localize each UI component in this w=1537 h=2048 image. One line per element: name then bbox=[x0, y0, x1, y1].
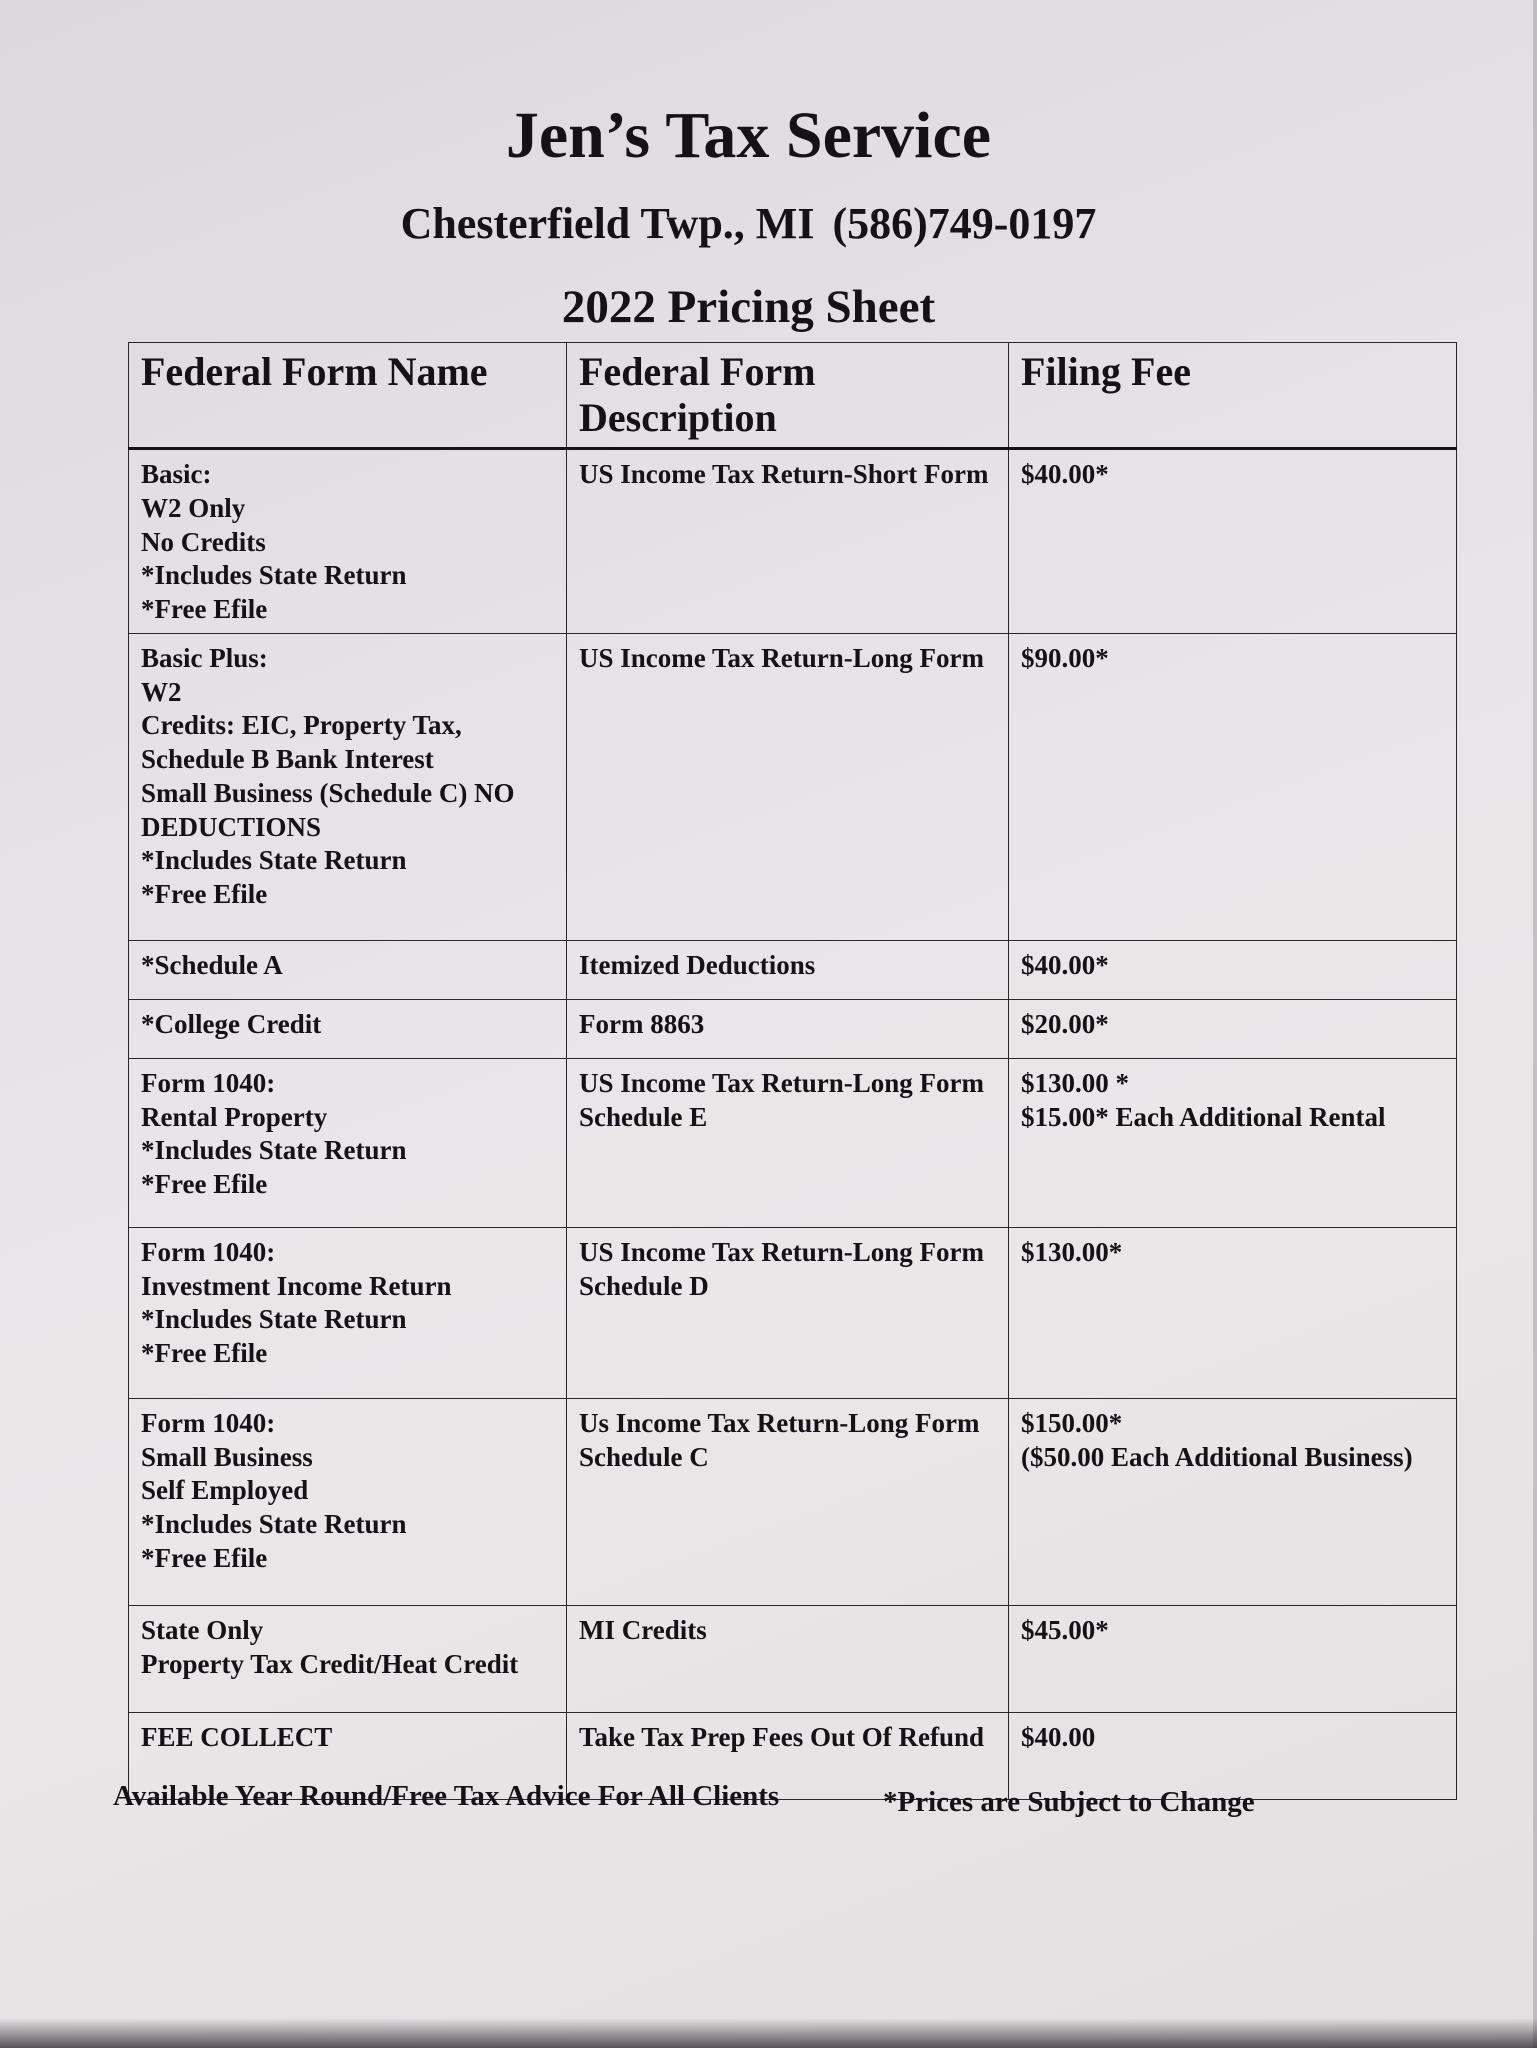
form-description-cell bbox=[567, 633, 1009, 940]
cell-line: Take Tax Prep Fees Out Of Refund bbox=[579, 1721, 985, 1752]
cell-line: Schedule E bbox=[579, 1101, 708, 1132]
form-description-cell bbox=[567, 1227, 1009, 1398]
business-name: Jen’s Tax Service bbox=[505, 99, 992, 172]
cell-line: W2 Only bbox=[141, 492, 246, 523]
cell-line: $150.00* bbox=[1021, 1407, 1123, 1438]
filing-fee-cell bbox=[1009, 1227, 1457, 1398]
cell-line: ($50.00 Each Additional Business) bbox=[1021, 1441, 1413, 1472]
form-name-cell bbox=[129, 1227, 567, 1398]
filing-fee-cell bbox=[1009, 1398, 1457, 1605]
form-description-cell bbox=[567, 449, 1009, 634]
cell-line: Small Business (Schedule C) NO DEDUCTIONS bbox=[141, 777, 515, 842]
table-row bbox=[129, 633, 1457, 940]
cell-line: Investment Income Return bbox=[141, 1270, 452, 1301]
cell-line: FEE COLLECT bbox=[141, 1721, 333, 1752]
cell-line: Us Income Tax Return-Long Form bbox=[579, 1407, 980, 1438]
form-name-cell bbox=[129, 1058, 567, 1227]
cell-line: *Includes State Return bbox=[141, 1304, 407, 1335]
cell-line: $45.00* bbox=[1021, 1614, 1109, 1645]
cell-line: Basic: bbox=[141, 459, 212, 489]
price-disclaimer: *Prices are Subject to Change bbox=[883, 1786, 1255, 1818]
form-description-cell bbox=[567, 940, 1009, 999]
cell-line: Credits: EIC, Property Tax, Schedule B Bank Interest bbox=[141, 710, 462, 774]
filing-fee-cell bbox=[1009, 1058, 1457, 1227]
business-location: Chesterfield Twp., MI bbox=[400, 199, 815, 248]
cell-line: Self Employed bbox=[141, 1475, 309, 1506]
form-description-cell bbox=[567, 1605, 1009, 1712]
table-row bbox=[129, 1058, 1457, 1227]
cell-line: Basic Plus: bbox=[141, 642, 268, 673]
cell-line: Form 1040: bbox=[141, 1236, 276, 1267]
cell-line: State Only bbox=[141, 1614, 264, 1645]
contact-line bbox=[0, 200, 1497, 248]
cell-line: Rental Property bbox=[141, 1101, 328, 1132]
filing-fee-cell bbox=[1009, 999, 1457, 1058]
bottom-shadow bbox=[0, 2018, 1537, 2048]
cell-line: $90.00* bbox=[1021, 642, 1109, 673]
cell-line: Schedule C bbox=[579, 1441, 709, 1472]
table-row bbox=[129, 449, 1457, 634]
form-description-cell bbox=[567, 1398, 1009, 1605]
cell-line: *Includes State Return bbox=[141, 1509, 407, 1539]
page-edge bbox=[1533, 0, 1537, 2048]
cell-line: Form 8863 bbox=[579, 1008, 705, 1039]
cell-line: *Includes State Return bbox=[141, 1135, 407, 1166]
cell-line: *Free Efile bbox=[141, 879, 268, 909]
table-row bbox=[129, 1605, 1457, 1712]
table-row bbox=[129, 1398, 1457, 1605]
sheet-title: 2022 Pricing Sheet bbox=[561, 281, 936, 333]
cell-line: *College Credit bbox=[141, 1008, 322, 1039]
form-name-cell bbox=[129, 999, 567, 1058]
cell-line: Form 1040: bbox=[141, 1407, 276, 1438]
cell-line: US Income Tax Return-Short Form bbox=[579, 459, 989, 489]
form-name-cell bbox=[129, 449, 567, 634]
cell-line: $40.00* bbox=[1021, 949, 1109, 980]
filing-fee-cell bbox=[1009, 449, 1457, 634]
cell-line: Small Business bbox=[141, 1441, 313, 1472]
cell-line: *Free Efile bbox=[141, 1542, 268, 1573]
cell-line: W2 bbox=[141, 676, 182, 707]
form-name-cell bbox=[129, 1398, 567, 1605]
form-name-cell bbox=[129, 940, 567, 999]
cell-line: US Income Tax Return-Long Form bbox=[579, 1236, 985, 1267]
cell-line: $20.00* bbox=[1021, 1008, 1109, 1039]
cell-line: *Includes State Return bbox=[141, 560, 407, 591]
business-phone: (586)749-0197 bbox=[832, 199, 1097, 248]
form-name-cell bbox=[129, 1605, 567, 1712]
cell-line: *Free Efile bbox=[141, 594, 268, 624]
table-row bbox=[129, 1227, 1457, 1398]
availability-note: Available Year Round/Free Tax Advice For All Clients bbox=[113, 1780, 780, 1812]
cell-line: *Schedule A bbox=[141, 949, 283, 980]
form-name-cell bbox=[129, 633, 567, 940]
cell-line: Property Tax Credit/Heat Credit bbox=[141, 1648, 519, 1679]
cell-line: Itemized Deductions bbox=[579, 949, 816, 980]
cell-line: US Income Tax Return-Long Form bbox=[579, 642, 985, 673]
cell-line: No Credits bbox=[141, 526, 266, 557]
form-description-cell bbox=[567, 999, 1009, 1058]
cell-line: $15.00* Each Additional Rental bbox=[1021, 1101, 1386, 1132]
cell-line: US Income Tax Return-Long Form bbox=[579, 1067, 985, 1098]
pricing-table bbox=[128, 342, 1457, 1800]
table-row bbox=[129, 940, 1457, 999]
header-row bbox=[129, 343, 1457, 449]
cell-line: *Free Efile bbox=[141, 1169, 268, 1199]
filing-fee-cell bbox=[1009, 940, 1457, 999]
cell-line: Form 1040: bbox=[141, 1067, 276, 1098]
filing-fee-cell bbox=[1009, 633, 1457, 940]
table-row bbox=[129, 999, 1457, 1058]
cell-line: $40.00* bbox=[1021, 459, 1109, 489]
filing-fee-cell bbox=[1009, 1605, 1457, 1712]
cell-line: Schedule D bbox=[579, 1270, 709, 1301]
cell-line: $130.00* bbox=[1021, 1236, 1123, 1267]
cell-line: $40.00 bbox=[1021, 1721, 1096, 1752]
cell-line: MI Credits bbox=[579, 1614, 707, 1645]
cell-line: $130.00 * bbox=[1021, 1067, 1129, 1098]
form-description-cell bbox=[567, 1058, 1009, 1227]
cell-line: *Includes State Return bbox=[141, 845, 407, 876]
column-header-form-description: Federal Form Description bbox=[567, 343, 1009, 449]
cell-line: *Free Efile bbox=[141, 1338, 268, 1368]
column-header-form-name: Federal Form Name bbox=[129, 343, 567, 449]
column-header-filing-fee: Filing Fee bbox=[1009, 343, 1457, 449]
